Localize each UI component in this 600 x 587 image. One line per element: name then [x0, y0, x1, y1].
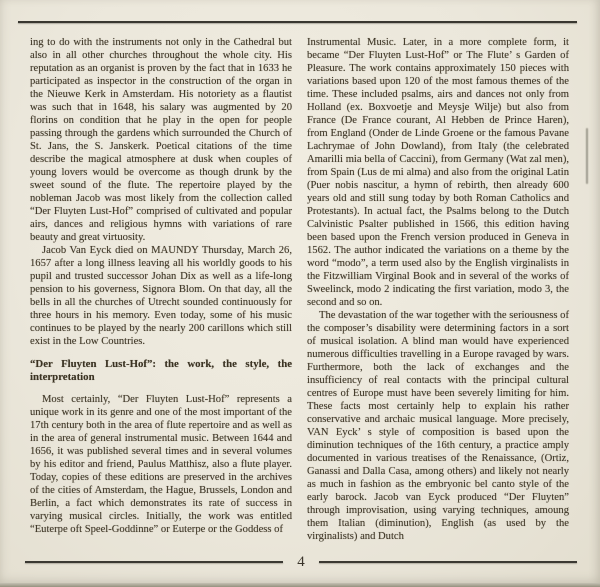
section-heading: “Der Fluyten Lust-Hof”: the work, the style, the interpretation — [30, 358, 292, 383]
paragraph: Jacob Van Eyck died on MAUNDY Thursday, March 26, 1657 after a long illness leaving all his worldly goods to his pupil and trusted successor Johan Dix as well as a life-long pension to his governess, Signora Blom. On that day, all the bells in all the churches of Utrecht sounded continuously for three hours in his memory. Even today, some of his music continues to be played by the nearly 200 carillons which still exist in the Low Countries. — [30, 245, 292, 347]
paragraph: Most certainly, “Der Fluyten Lust-Hof” represents a unique work in its genre and one of the most important of the 17th century both in the area of flute repertoire and as well as in the area of general instrumental music. Between 1644 and 1656, it was published several times and in several volumes by his editor and friend, Paulus Matthisz, also a flute player. Today, copies of these editions are preserved in the archives of the cities of Amsterdam, the Hague, Brussels, London and Berlin, a fact which demonstrates its rate of success in varying musical circles. Initially, the work was entitled “Euterpe oft Speel-Goddinne” or Euterpe or the Goddess of — [30, 394, 292, 535]
paragraph-continuation: Instrumental Music. Later, in a more complete form, it became “Der Fluyten Lust-Hof” or The Flute’ s Garden of Pleasure. The work contains approximately 150 pieces with variations based upon 120 of the most famous themes of the time. These included psalms, airs and dances not only from Holland (ex. Boxvoetje and Meysje Wilje) but also from France (De France courant, Al Hebben de Prince Haren), from England (Onder de Linde Groene or the famous Pavane Lachrymae of John Dowland), from Italy (the celebrated Amarilli mia bella of Caccini), from Germany (Wat zal men), from Spain (Lus de mi alma) and also from the original Latin (Puer nobis nascitur, a hymn of rebirth, then already 600 years old and still sung today by both Roman Catholics and Protestants). In actual fact, the Psalms belong to the Dutch Calvinistic Psalter published in 1566, this edition having been based upon the French version produced in Geneva in 1562. The author indicated the variations on a theme by the word “modo”, a term used also by the English virginalists in the Fitzwilliam Virginal Book and in several of the works of Sweelinck, modo 2 indicating the first variation, modo 3, the second and so on. — [307, 37, 569, 308]
scan-bottom-shadow — [0, 583, 600, 587]
two-column-text-body — [30, 36, 570, 543]
page-footer — [25, 551, 577, 573]
paragraph: The devastation of the war together with the seriousness of the composer’s disability were determining factors in a sort of musical isolation. A blind man would have experienced numerous difficulties travelling in a Europe ravaged by wars. Furthermore, both the lack of exchanges and the insufficiency of real contacts with the principal cultural centres of Europe must have been severely limiting for him. These facts most certainly help to explain his rather conservative and archaic musical language. More precisely, VAN Eyck’ s style of composition is based upon the diminution techniques of the 16th century, a practice amply documented in various treatises of the Renaissance, (Ortiz, Ganassi and Dalla Casa, among others) and likely not nearly as much in fashion as the embryonic bel canto style of the early barock. Jacob van Eyck produced “Der Fluyten” through improvisation, using varying techniques, amoung them Italian (diminution), English (as used by the virginalists) and Dutch — [307, 310, 569, 542]
footer-rule-right — [319, 561, 577, 563]
top-rule — [18, 21, 577, 23]
left-column — [30, 36, 292, 543]
footer-rule-left — [25, 561, 283, 563]
right-column — [307, 36, 569, 543]
page-number: 4 — [297, 554, 305, 570]
paragraph-continuation: ing to do with the instruments not only in the Cathedral but also in all other churches throughout the whole city. His reputation as an organist is proven by the fact that in 1633 he participated as inspector in the construction of the organ in the Nieuwe Kerk in Amsterdam. His notoriety as a flautist was such that in 1648, his salary was augmented by 20 florins on condition that he play in the open for people passing through the gardens which surrounded the Church of St. Jans, the S. Janskerk. Poetical citations of the time describe the magical atmosphere at dusk when couples of young lovers would be overcome as though drunk by the sweet sound of the flute. The repertoire played by the nobleman Jacob was most likely from the collection called “Der Fluyten Lust-Hof” comprised of cultivated and popular airs, dances and religious hymns with variations of rare beauty and great virtuosity. — [30, 37, 292, 243]
scan-edge-artifact — [586, 128, 588, 184]
